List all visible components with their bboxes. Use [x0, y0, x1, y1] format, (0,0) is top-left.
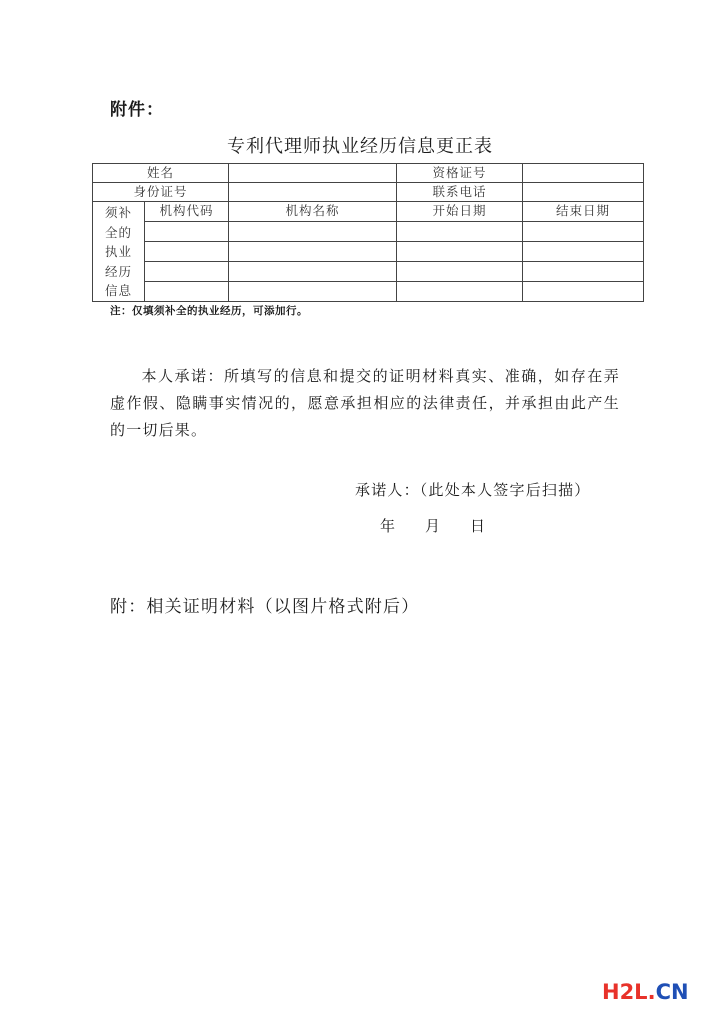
table-note: 注：仅填须补全的执业经历，可添加行。 — [110, 305, 308, 317]
qualification-value-cell[interactable] — [523, 164, 644, 183]
pledge-paragraph: 本人承诺：所填写的信息和提交的证明材料真实、准确，如存在弄虚作假、隐瞒事实情况的，愿意承担相应的法律责任，并承担由此产生的一切后果。 — [110, 367, 620, 439]
table-row — [93, 164, 644, 183]
org-name-cell[interactable] — [229, 281, 397, 301]
attachment-header-label: 附件： — [110, 100, 164, 120]
section-label-line: 须补 — [104, 205, 132, 220]
table-row — [93, 202, 644, 222]
name-value-cell[interactable] — [229, 164, 397, 183]
watermark-tld: CN — [655, 980, 689, 1004]
id-label: 身份证号 — [93, 183, 229, 202]
site-watermark-logo — [602, 980, 689, 1004]
section-label-line: 经历 — [104, 263, 132, 279]
date-month-label: 月 — [425, 517, 441, 535]
end-date-cell[interactable] — [523, 261, 644, 281]
start-date-cell[interactable] — [397, 221, 523, 241]
name-label: 姓名 — [93, 164, 229, 183]
watermark-dot: . — [647, 980, 656, 1004]
end-date-cell[interactable] — [523, 281, 644, 301]
table-row — [93, 281, 644, 301]
watermark-brand: H2L — [602, 980, 648, 1004]
start-date-cell[interactable] — [397, 281, 523, 301]
phone-value-cell[interactable] — [523, 183, 644, 202]
signer-line: 承诺人：（此处本人签字后扫描） — [355, 481, 591, 499]
org-code-cell[interactable] — [145, 261, 229, 281]
form-title: 专利代理师执业经历信息更正表 — [227, 136, 493, 157]
column-header-org-name: 机构名称 — [229, 202, 397, 222]
date-day-label: 日 — [470, 517, 486, 535]
attachment-note: 附：相关证明材料（以图片格式附后） — [110, 597, 420, 617]
column-header-end-date: 结束日期 — [523, 202, 644, 222]
date-line — [380, 515, 485, 536]
table-row — [93, 241, 644, 261]
id-value-cell[interactable] — [229, 183, 397, 202]
org-name-cell[interactable] — [229, 221, 397, 241]
section-label-line: 信息 — [104, 283, 132, 298]
qualification-label: 资格证号 — [397, 164, 523, 183]
start-date-cell[interactable] — [397, 241, 523, 261]
phone-label: 联系电话 — [397, 183, 523, 202]
start-date-cell[interactable] — [397, 261, 523, 281]
table-row — [93, 183, 644, 202]
correction-form-table — [92, 163, 644, 302]
date-year-label: 年 — [380, 517, 396, 535]
section-label-line: 全的 — [104, 224, 132, 240]
org-name-cell[interactable] — [229, 261, 397, 281]
org-code-cell[interactable] — [145, 241, 229, 261]
section-label-line: 执业 — [104, 244, 132, 259]
table-row — [93, 261, 644, 281]
column-header-start-date: 开始日期 — [397, 202, 523, 222]
end-date-cell[interactable] — [523, 221, 644, 241]
end-date-cell[interactable] — [523, 241, 644, 261]
org-code-cell[interactable] — [145, 281, 229, 301]
table-row — [93, 221, 644, 241]
org-code-cell[interactable] — [145, 221, 229, 241]
org-name-cell[interactable] — [229, 241, 397, 261]
section-label — [93, 202, 145, 302]
column-header-org-code: 机构代码 — [145, 202, 229, 222]
